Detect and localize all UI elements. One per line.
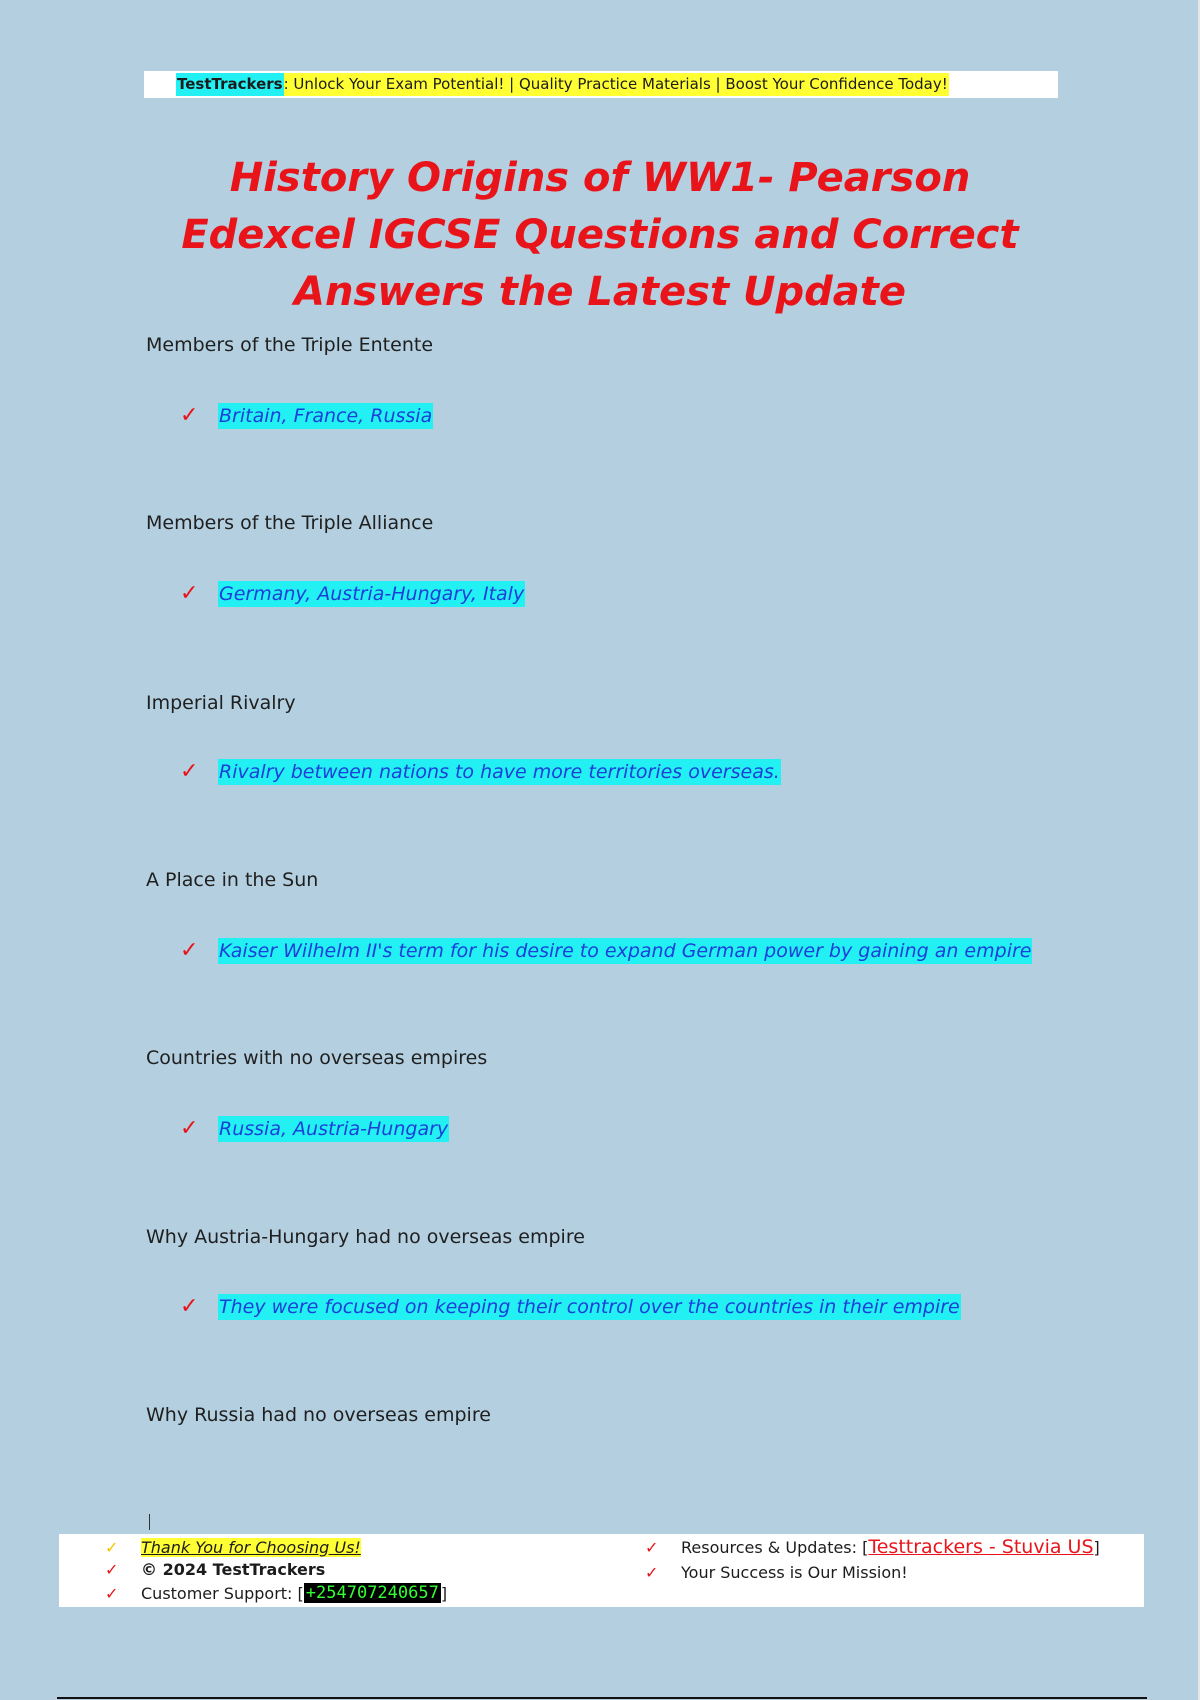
answer-text: Russia, Austria-Hungary xyxy=(219,1118,449,1140)
check-mark-icon: ✓ xyxy=(180,581,199,606)
answer-row xyxy=(180,938,1032,964)
resources-link[interactable]: Testtrackers - Stuvia US xyxy=(868,1536,1094,1558)
thanks-text: Thank You for Choosing Us! xyxy=(141,1537,361,1557)
check-mark-icon: ✓ xyxy=(105,1583,119,1603)
resources-label: Resources & Updates: [ xyxy=(681,1537,869,1557)
check-mark-icon: ✓ xyxy=(105,1559,119,1579)
document-title: History Origins of WW1- Pearson Edexcel IGCSE Questions and Correct Answers the Latest Update xyxy=(181,155,1019,315)
check-mark-icon: ✓ xyxy=(180,1116,199,1141)
answer-text: Kaiser Wilhelm II's term for his desire to expand German power by gaining an empire xyxy=(219,940,1032,962)
answer-row xyxy=(180,581,525,607)
footer-box xyxy=(59,1534,1144,1607)
answer-row xyxy=(180,759,781,785)
answer-text: Rivalry between nations to have more territories overseas. xyxy=(219,761,780,783)
header-banner xyxy=(144,71,1058,98)
footer-thanks xyxy=(105,1536,361,1558)
resources-close: ] xyxy=(1093,1537,1100,1557)
check-mark-icon: ✓ xyxy=(180,403,199,428)
banner-brand: TestTrackers xyxy=(176,73,284,96)
question-text: Members of the Triple Entente xyxy=(146,334,434,356)
question-text: Countries with no overseas empires xyxy=(146,1047,488,1069)
check-mark-icon: ✓ xyxy=(180,938,199,963)
answer-text: Britain, France, Russia xyxy=(219,405,433,427)
support-phone[interactable]: +254707240657 xyxy=(305,1583,439,1603)
copyright-text: © 2024 TestTrackers xyxy=(141,1559,326,1579)
answer-row xyxy=(180,403,433,429)
support-label: Customer Support: [ xyxy=(141,1583,304,1603)
text-cursor xyxy=(149,1514,150,1530)
answer-row xyxy=(180,1116,449,1142)
mission-text: Your Success is Our Mission! xyxy=(681,1562,908,1582)
question-text: Why Russia had no overseas empire xyxy=(146,1404,491,1426)
answer-row xyxy=(180,1294,961,1320)
question-text: A Place in the Sun xyxy=(146,869,319,891)
bottom-divider xyxy=(57,1697,1147,1699)
check-mark-icon: ✓ xyxy=(180,759,199,784)
footer-resources xyxy=(645,1536,1100,1558)
check-mark-icon: ✓ xyxy=(105,1537,119,1557)
question-text: Imperial Rivalry xyxy=(146,692,296,714)
question-text: Why Austria-Hungary had no overseas empire xyxy=(146,1226,585,1248)
answer-text: Germany, Austria-Hungary, Italy xyxy=(219,583,525,605)
footer-copyright xyxy=(105,1558,325,1580)
support-close: ] xyxy=(440,1583,448,1603)
question-text: Members of the Triple Alliance xyxy=(146,512,434,534)
banner-tagline: : Unlock Your Exam Potential! | Quality Practice Materials | Boost Your Confidence Today! xyxy=(284,73,949,96)
check-mark-icon: ✓ xyxy=(645,1562,659,1582)
check-mark-icon: ✓ xyxy=(180,1294,199,1319)
footer-support xyxy=(105,1582,447,1604)
check-mark-icon: ✓ xyxy=(645,1537,659,1557)
banner-text xyxy=(176,73,949,96)
answer-text: They were focused on keeping their control over the countries in their empire xyxy=(219,1296,960,1318)
footer-mission xyxy=(645,1561,908,1583)
